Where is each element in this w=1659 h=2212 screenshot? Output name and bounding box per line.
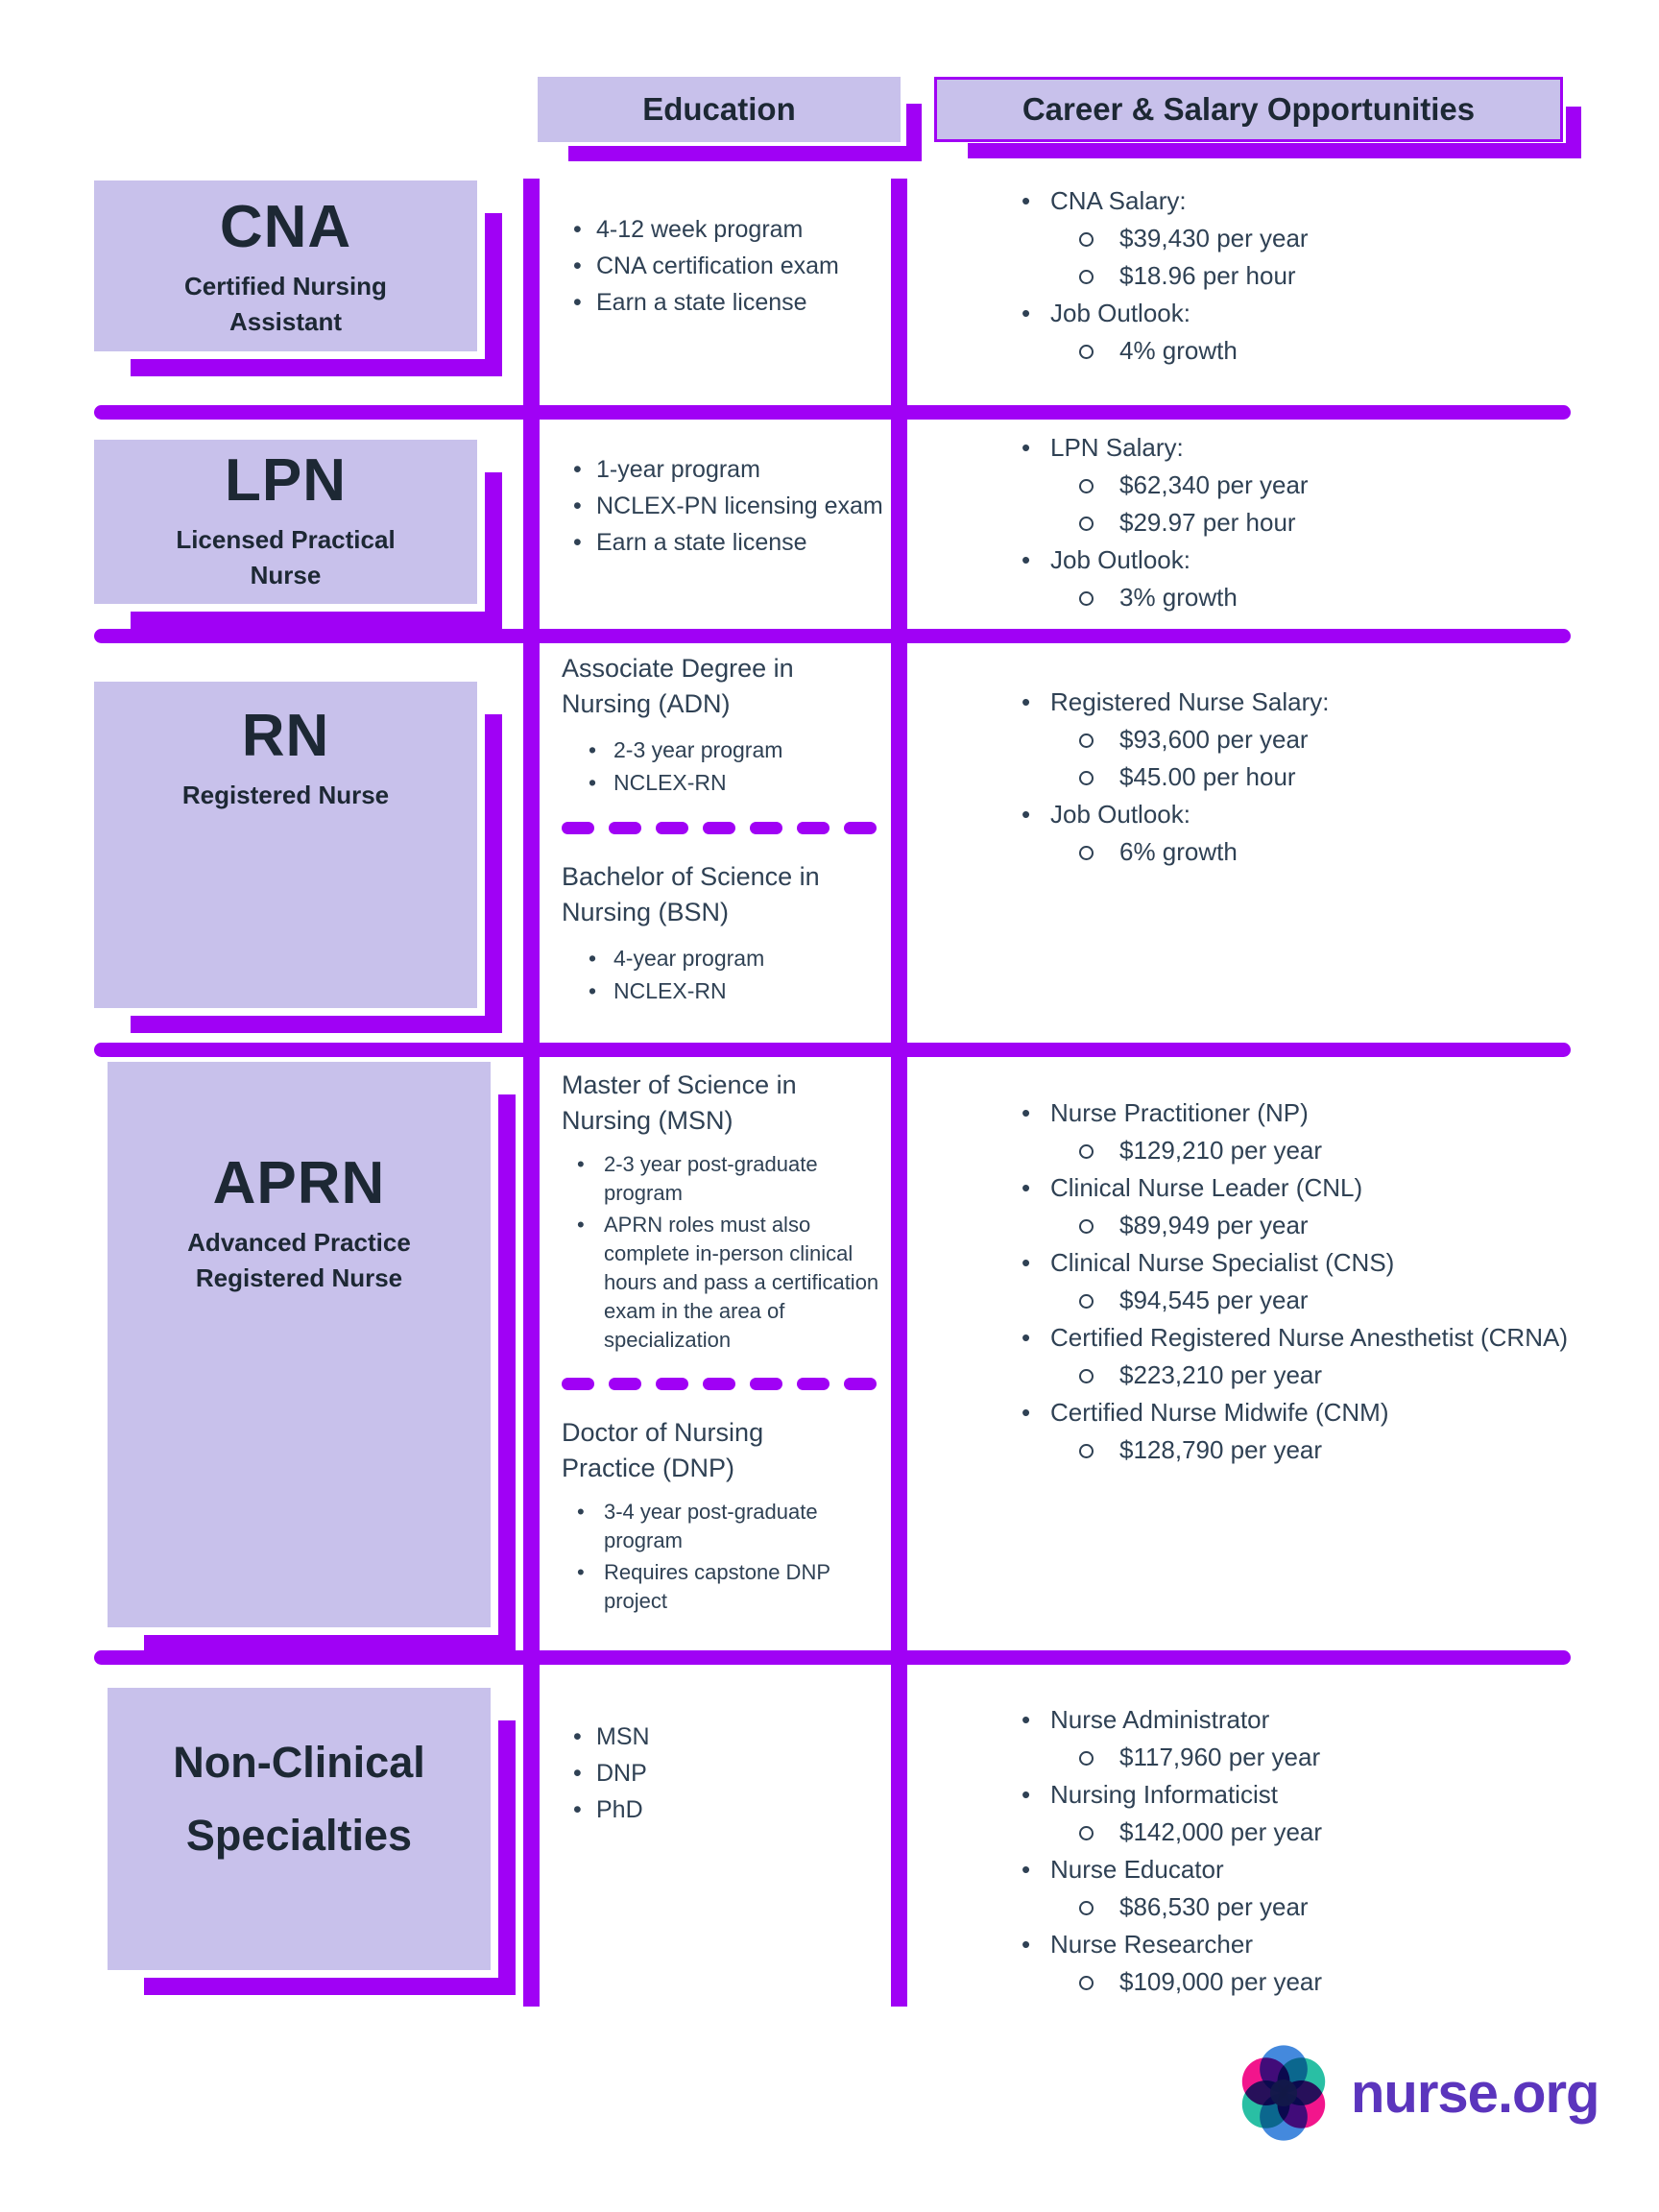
brand-name: nurse.org	[1351, 2061, 1599, 2125]
education-degree-heading: Master of Science in Nursing (MSN)	[562, 1070, 797, 1135]
row-divider-2	[94, 629, 1571, 643]
career-item: • Nurse Educator	[1016, 1851, 1577, 1888]
career-sub-item: $142,000 per year	[1016, 1814, 1577, 1851]
career-item: • LPN Salary:	[1016, 429, 1577, 467]
row-divider-4	[94, 1650, 1571, 1665]
non-clinical-title-card	[108, 1688, 491, 1970]
dashed-divider	[562, 1378, 883, 1390]
career-sub-item: $89,949 per year	[1016, 1207, 1577, 1244]
career-sub-item: $129,210 per year	[1016, 1132, 1577, 1169]
row-divider-1	[94, 405, 1571, 420]
career-sub-item: $117,960 per year	[1016, 1739, 1577, 1776]
row-acronym: LPN	[225, 447, 347, 514]
aprn-career-cell	[1016, 1094, 1577, 1469]
education-bullet: • CNA certification exam	[562, 248, 883, 284]
row-divider-3	[94, 1043, 1571, 1057]
column-separator-left	[523, 179, 540, 2007]
education-bullet: • Requires capstone DNP project	[562, 1558, 883, 1616]
education-bullet: • NCLEX-PN licensing exam	[562, 488, 883, 524]
education-degree-heading: Doctor of Nursing Practice (DNP)	[562, 1418, 764, 1482]
career-item: • Job Outlook:	[1016, 541, 1577, 579]
career-sub-item: $62,340 per year	[1016, 467, 1577, 504]
career-sub-item: 3% growth	[1016, 579, 1577, 616]
career-sub-item: $93,600 per year	[1016, 721, 1577, 758]
row-full-name: Licensed Practical Nurse	[176, 525, 396, 589]
education-bullet: • DNP	[562, 1755, 883, 1791]
education-bullet: • 2-3 year program	[562, 733, 883, 766]
education-bullet: • 1-year program	[562, 451, 883, 488]
cna-career-cell	[1016, 182, 1577, 370]
aprn-education-cell	[562, 1068, 883, 1619]
career-sub-item: 4% growth	[1016, 332, 1577, 370]
lpn-career-cell	[1016, 429, 1577, 616]
career-item: • Nurse Administrator	[1016, 1701, 1577, 1739]
education-bullet: • MSN	[562, 1719, 883, 1755]
career-item: • Nurse Practitioner (NP)	[1016, 1094, 1577, 1132]
education-bullet: • 4-12 week program	[562, 211, 883, 248]
cna-education-cell	[562, 211, 883, 321]
row-acronym: RN	[241, 703, 330, 769]
education-bullet: • 3-4 year post-graduate program	[562, 1498, 883, 1555]
non-clinical-career-cell	[1016, 1701, 1577, 2001]
career-sub-item: $223,210 per year	[1016, 1357, 1577, 1394]
row-full-name: Certified Nursing Assistant	[184, 272, 387, 336]
career-item: • CNA Salary:	[1016, 182, 1577, 220]
career-item: • Job Outlook:	[1016, 295, 1577, 332]
dashed-divider	[562, 822, 883, 834]
education-bullet: • APRN roles must also complete in-person clinical hours and pass a certification exam in the area of specialization	[562, 1211, 883, 1355]
career-sub-item: 6% growth	[1016, 833, 1577, 871]
career-item: • Certified Registered Nurse Anesthetist (CRNA)	[1016, 1319, 1577, 1357]
career-item: • Clinical Nurse Specialist (CNS)	[1016, 1244, 1577, 1282]
career-sub-item: $128,790 per year	[1016, 1431, 1577, 1469]
nurse-org-logo	[1232, 2041, 1599, 2145]
education-column-header	[538, 77, 901, 142]
row-full-name: Registered Nurse	[181, 781, 390, 809]
career-sub-item: $94,545 per year	[1016, 1282, 1577, 1319]
career-sub-item: $29.97 per hour	[1016, 504, 1577, 541]
lpn-title-card	[94, 440, 477, 604]
education-bullet: • NCLEX-RN	[562, 974, 883, 1007]
education-degree-heading: Associate Degree in Nursing (ADN)	[562, 654, 794, 718]
rn-career-cell	[1016, 684, 1577, 871]
flower-logo-icon	[1232, 2041, 1335, 2145]
education-degree-heading: Bachelor of Science in Nursing (BSN)	[562, 862, 820, 926]
education-bullet: • 2-3 year post-graduate program	[562, 1150, 883, 1208]
rn-title-card	[94, 682, 477, 1008]
rn-education-cell	[562, 651, 883, 1007]
career-item: • Nursing Informaticist	[1016, 1776, 1577, 1814]
career-sub-item: $109,000 per year	[1016, 1963, 1577, 2001]
career-item: • Clinical Nurse Leader (CNL)	[1016, 1169, 1577, 1207]
column-separator-right	[891, 179, 907, 2007]
cna-title-card	[94, 180, 477, 351]
career-sub-item: $86,530 per year	[1016, 1888, 1577, 1926]
career-item: • Registered Nurse Salary:	[1016, 684, 1577, 721]
career-header-label: Career & Salary Opportunities	[1022, 91, 1476, 127]
lpn-education-cell	[562, 451, 883, 561]
row-acronym: CNA	[219, 194, 352, 260]
education-bullet: • Earn a state license	[562, 524, 883, 561]
row-acronym: Non-Clinical Specialties	[173, 1738, 425, 1860]
row-full-name: Advanced Practice Registered Nurse	[187, 1228, 411, 1292]
education-header-label: Education	[642, 91, 796, 127]
row-acronym: APRN	[212, 1150, 386, 1216]
career-sub-item: $45.00 per hour	[1016, 758, 1577, 796]
education-bullet: • PhD	[562, 1791, 883, 1828]
education-bullet: • 4-year program	[562, 942, 883, 974]
non-clinical-education-cell	[562, 1719, 883, 1828]
career-item: • Nurse Researcher	[1016, 1926, 1577, 1963]
aprn-title-card	[108, 1062, 491, 1627]
education-bullet: • Earn a state license	[562, 284, 883, 321]
career-sub-item: $39,430 per year	[1016, 220, 1577, 257]
education-bullet: • NCLEX-RN	[562, 766, 883, 799]
career-item: • Job Outlook:	[1016, 796, 1577, 833]
career-item: • Certified Nurse Midwife (CNM)	[1016, 1394, 1577, 1431]
career-column-header	[934, 77, 1563, 142]
career-sub-item: $18.96 per hour	[1016, 257, 1577, 295]
